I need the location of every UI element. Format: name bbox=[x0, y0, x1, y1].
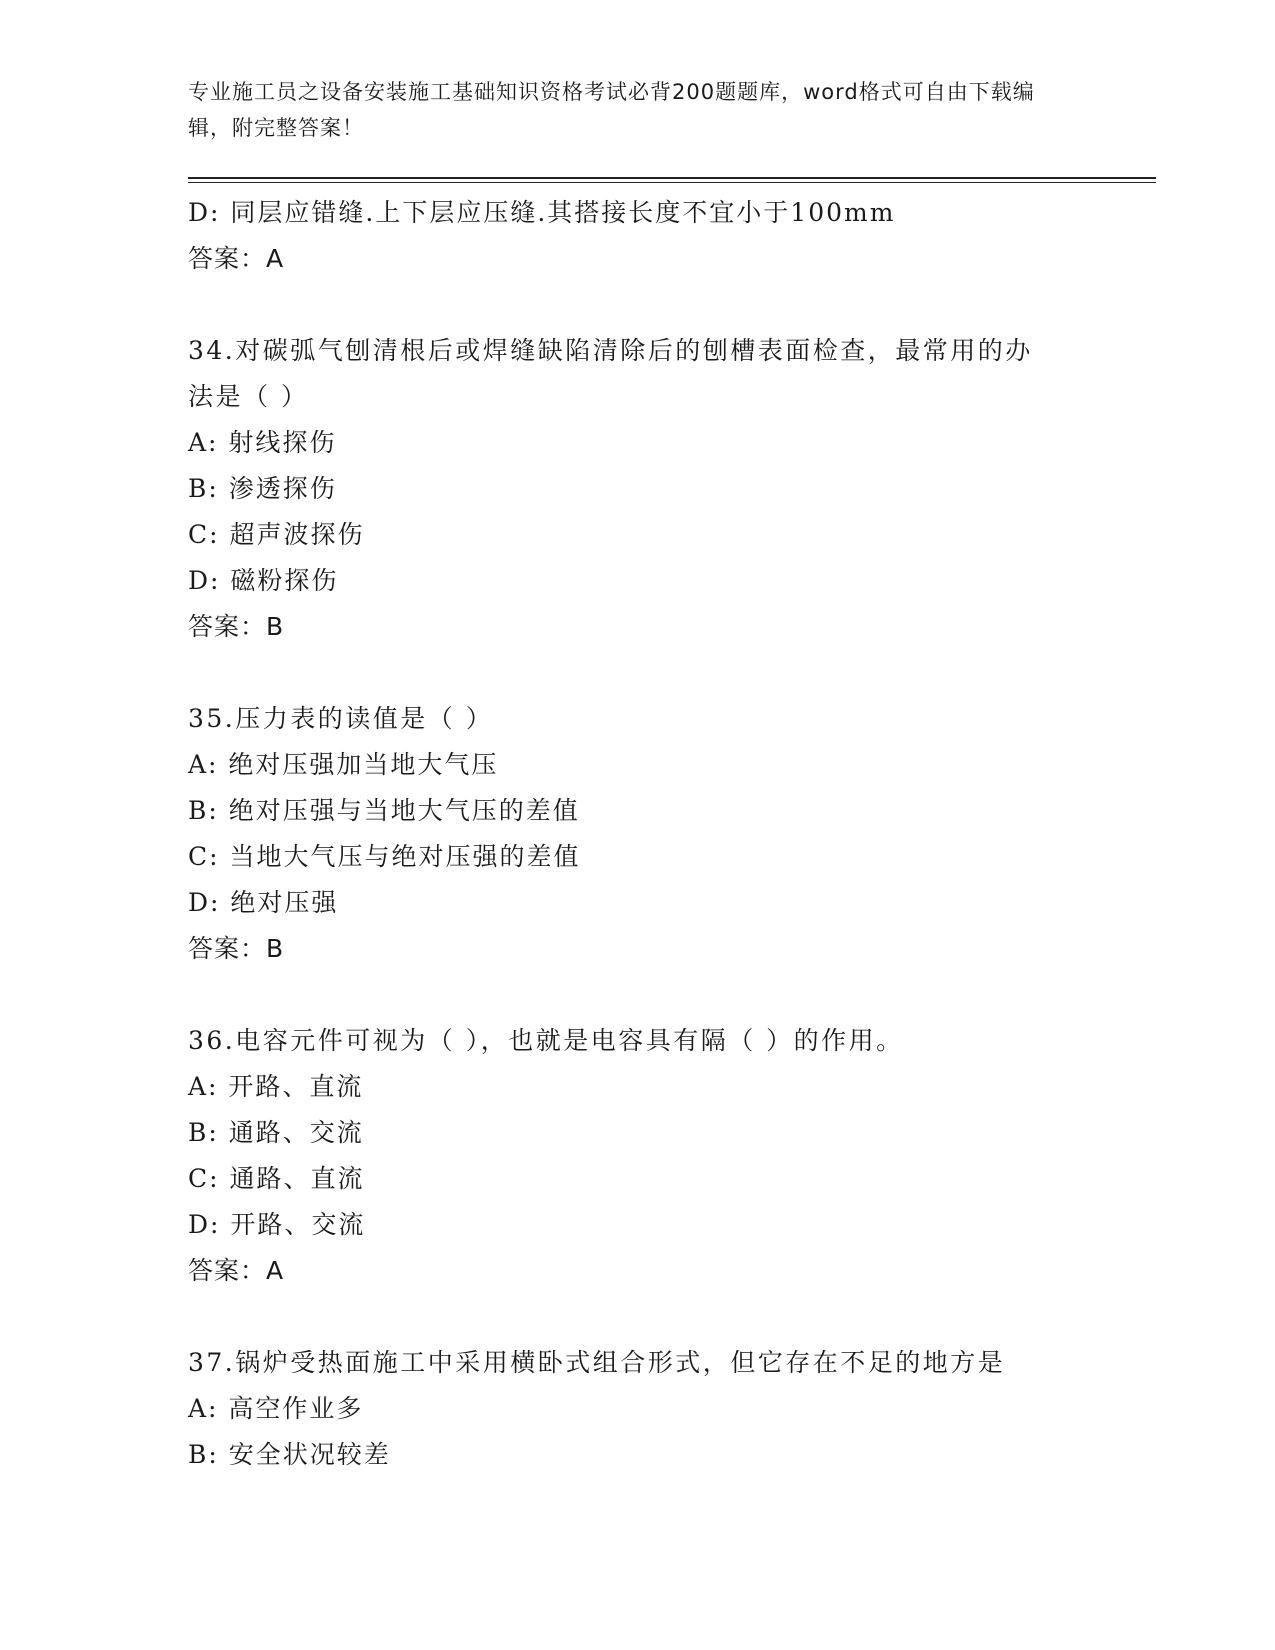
question-block bbox=[188, 190, 1088, 282]
answer-line: 答案：B bbox=[188, 612, 285, 641]
block-spacer bbox=[188, 1294, 1088, 1340]
header-divider bbox=[188, 177, 1156, 183]
question-block bbox=[188, 696, 1088, 972]
question-text: 35.压力表的读值是（ ） bbox=[188, 704, 494, 733]
option-b: B: 通路、交流 bbox=[188, 1118, 364, 1147]
question-text: 34.对碳弧气刨清根后或焊缝缺陷清除后的刨槽表面检查，最常用的办 bbox=[188, 336, 1033, 365]
question-text: 36.电容元件可视为（ ），也就是电容具有隔（ ）的作用。 bbox=[188, 1026, 904, 1055]
option-c: C: 超声波探伤 bbox=[188, 520, 365, 549]
option-b: B: 安全状况较差 bbox=[188, 1440, 391, 1469]
answer-line: 答案：A bbox=[188, 1256, 285, 1285]
answer-line: 答案：A bbox=[188, 244, 285, 273]
option-d: D: 同层应错缝.上下层应压缝.其搭接长度不宜小于100mm bbox=[188, 198, 896, 227]
block-spacer bbox=[188, 282, 1088, 328]
block-spacer bbox=[188, 650, 1088, 696]
option-d: D: 开路、交流 bbox=[188, 1210, 366, 1239]
option-d: D: 绝对压强 bbox=[188, 888, 339, 917]
question-text: 法是（ ） bbox=[188, 382, 309, 411]
option-d: D: 磁粉探伤 bbox=[188, 566, 339, 595]
answer-line: 答案：B bbox=[188, 934, 285, 963]
option-c: C: 通路、直流 bbox=[188, 1164, 365, 1193]
block-spacer bbox=[188, 972, 1088, 1018]
question-block bbox=[188, 1018, 1088, 1294]
document-body bbox=[188, 190, 1088, 1478]
option-a: A: 射线探伤 bbox=[188, 428, 337, 457]
option-b: B: 绝对压强与当地大气压的差值 bbox=[188, 796, 580, 825]
question-block bbox=[188, 1340, 1088, 1478]
option-a: A: 开路、直流 bbox=[188, 1072, 364, 1101]
question-text: 37.锅炉受热面施工中采用横卧式组合形式，但它存在不足的地方是 bbox=[188, 1348, 1006, 1377]
document-header: 专业施工员之设备安装施工基础知识资格考试必背200题题库，word格式可自由下载编辑，附完整答案！ bbox=[188, 80, 1035, 140]
option-c: C: 当地大气压与绝对压强的差值 bbox=[188, 842, 581, 871]
question-block bbox=[188, 328, 1088, 650]
option-a: A: 绝对压强加当地大气压 bbox=[188, 750, 499, 779]
option-b: B: 渗透探伤 bbox=[188, 474, 337, 503]
option-a: A: 高空作业多 bbox=[188, 1394, 364, 1423]
